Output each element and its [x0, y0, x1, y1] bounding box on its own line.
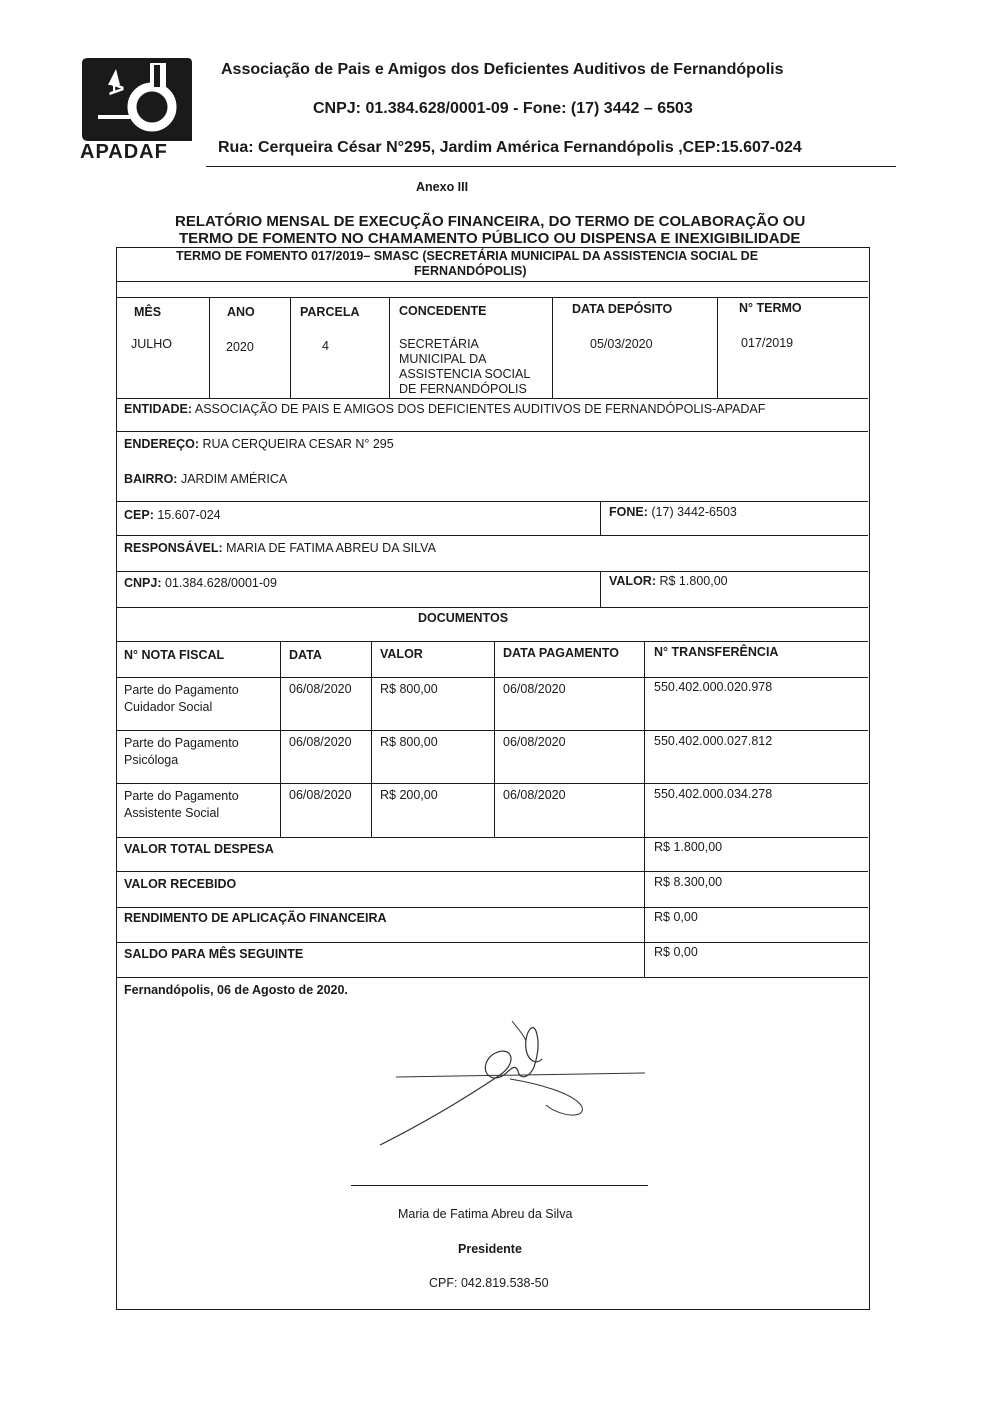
- row-divider: [116, 783, 868, 784]
- bairro-label: BAIRRO:: [124, 472, 178, 486]
- rendimento-value: R$ 0,00: [654, 910, 698, 924]
- org-address: Rua: Cerqueira César N°295, Jardim América Fernandópolis ,CEP:15.607-024: [218, 139, 802, 156]
- doc-nota-line: Cuidador Social: [124, 700, 213, 714]
- row-divider: [116, 281, 868, 282]
- fone-field: [609, 505, 737, 519]
- header-parcela: PARCELA: [300, 305, 360, 319]
- col-divider: [371, 641, 372, 837]
- doc-nota-line: Parte do Pagamento: [124, 789, 239, 803]
- doc-valor: R$ 200,00: [380, 788, 438, 802]
- value-concedente: [399, 336, 530, 398]
- fone-label: FONE:: [609, 505, 648, 519]
- value-mes: JULHO: [131, 337, 172, 351]
- header-mes: MÊS: [134, 305, 162, 319]
- value-n-termo: 017/2019: [741, 336, 794, 350]
- row-divider: [116, 837, 868, 838]
- doc-header-valor: VALOR: [380, 647, 423, 661]
- doc-valor: R$ 800,00: [380, 735, 438, 749]
- rendimento-label: RENDIMENTO DE APLICAÇÃO FINANCEIRA: [124, 911, 387, 925]
- col-divider: [494, 641, 495, 837]
- col-divider: [600, 501, 601, 535]
- saldo-label: SALDO PARA MÊS SEGUINTE: [124, 947, 304, 961]
- endereco-value: RUA CERQUEIRA CESAR N° 295: [202, 437, 394, 451]
- col-divider: [290, 297, 291, 398]
- entidade-value: ASSOCIAÇÃO DE PAIS E AMIGOS DOS DEFICIENTES AUDITIVOS DE FERNANDÓPOLIS-APADAF: [194, 402, 766, 416]
- row-divider: [116, 431, 868, 432]
- doc-nota-line: Parte do Pagamento: [124, 683, 239, 697]
- fone-value: (17) 3442-6503: [651, 505, 737, 519]
- responsavel-label: RESPONSÁVEL:: [124, 541, 223, 555]
- cnpj-value: 01.384.628/0001-09: [165, 576, 277, 590]
- termo-line1: TERMO DE FOMENTO 017/2019– SMASC (SECRETÁRIA MUNICIPAL DA ASSISTENCIA SOCIAL DE: [176, 249, 759, 263]
- cnpj-field: [124, 576, 277, 590]
- row-divider: [116, 607, 868, 608]
- bairro-field: [124, 472, 287, 486]
- row-divider: [116, 535, 868, 536]
- col-divider: [389, 297, 390, 398]
- doc-transferencia: 550.402.000.034.278: [654, 787, 773, 801]
- col-divider: [209, 297, 210, 398]
- endereco-field: [124, 437, 394, 451]
- concedente-line: ASSISTENCIA SOCIAL: [399, 367, 531, 381]
- col-divider: [717, 297, 718, 398]
- row-divider: [116, 501, 868, 502]
- cep-field: [124, 508, 221, 522]
- row-divider: [116, 907, 868, 908]
- doc-data-pagamento: 06/08/2020: [503, 735, 566, 749]
- apadaf-logo: [78, 55, 194, 165]
- doc-nota: [124, 682, 239, 716]
- valor-recebido-label: VALOR RECEBIDO: [124, 877, 237, 891]
- valor-recebido-value: R$ 8.300,00: [654, 875, 723, 889]
- responsavel-field: [124, 541, 436, 555]
- row-divider: [116, 398, 868, 399]
- documents-title: DOCUMENTOS: [418, 611, 509, 625]
- handwritten-signature: [360, 1015, 660, 1165]
- annex-label: Anexo III: [416, 180, 469, 194]
- doc-header-transferencia: N° TRANSFERÊNCIA: [654, 645, 779, 659]
- total-despesa-value: R$ 1.800,00: [654, 840, 723, 854]
- concedente-line: SECRETÁRIA: [399, 337, 479, 351]
- doc-nota: [124, 735, 239, 769]
- valor-field: [609, 574, 728, 588]
- value-parcela: 4: [322, 339, 329, 353]
- report-title-line2: TERMO DE FOMENTO NO CHAMAMENTO PÚBLICO OU DISPENSA E INEXIGIBILIDADE: [179, 230, 801, 247]
- cep-label: CEP:: [124, 508, 154, 522]
- col-divider: [600, 571, 601, 607]
- row-divider: [116, 871, 868, 872]
- valor-value: R$ 1.800,00: [659, 574, 728, 588]
- valor-label: VALOR:: [609, 574, 656, 588]
- concedente-line: DE FERNANDÓPOLIS: [399, 382, 527, 396]
- doc-valor: R$ 800,00: [380, 682, 438, 696]
- total-despesa-label: VALOR TOTAL DESPESA: [124, 842, 274, 856]
- doc-nota-line: Assistente Social: [124, 806, 220, 820]
- doc-transferencia: 550.402.000.020.978: [654, 680, 773, 694]
- value-data-deposito: 05/03/2020: [590, 337, 653, 351]
- concedente-line: MUNICIPAL DA: [399, 352, 487, 366]
- col-divider: [280, 641, 281, 837]
- signer-name: Maria de Fatima Abreu da Silva: [398, 1207, 573, 1221]
- doc-data: 06/08/2020: [289, 735, 352, 749]
- org-cnpj-phone: CNPJ: 01.384.628/0001-09 - Fone: (17) 3442 – 6503: [313, 100, 693, 117]
- header-divider: [206, 166, 896, 167]
- doc-data: 06/08/2020: [289, 682, 352, 696]
- responsavel-value: MARIA DE FATIMA ABREU DA SILVA: [226, 541, 436, 555]
- value-ano: 2020: [226, 340, 254, 354]
- entidade-label: ENTIDADE:: [124, 402, 193, 416]
- col-divider: [644, 641, 645, 977]
- doc-data-pagamento: 06/08/2020: [503, 682, 566, 696]
- row-divider: [116, 977, 868, 978]
- doc-header-data-pagamento: DATA PAGAMENTO: [503, 646, 619, 660]
- endereco-label: ENDEREÇO:: [124, 437, 200, 451]
- row-divider: [116, 942, 868, 943]
- signature-line: [351, 1185, 648, 1186]
- cep-value: 15.607-024: [157, 508, 221, 522]
- doc-nota-line: Parte do Pagamento: [124, 736, 239, 750]
- header-n-termo: N° TERMO: [739, 301, 802, 315]
- report-title-line1: RELATÓRIO MENSAL DE EXECUÇÃO FINANCEIRA, DO TERMO DE COLABORAÇÃO OU: [175, 213, 806, 230]
- doc-header-data: DATA: [289, 648, 322, 662]
- termo-line2: FERNANDÓPOLIS): [414, 264, 527, 278]
- place-date: Fernandópolis, 06 de Agosto de 2020.: [124, 983, 348, 997]
- col-divider: [552, 297, 553, 398]
- doc-header-nota: N° NOTA FISCAL: [124, 648, 225, 662]
- row-divider: [116, 297, 868, 298]
- signer-role: Presidente: [458, 1242, 522, 1256]
- doc-data: 06/08/2020: [289, 788, 352, 802]
- logo-text: APADAF: [80, 141, 168, 163]
- header-data-deposito: DATA DEPÓSITO: [572, 302, 673, 316]
- header-ano: ANO: [227, 305, 255, 319]
- bairro-value: JARDIM AMÉRICA: [180, 472, 288, 486]
- header-concedente: CONCEDENTE: [399, 304, 487, 318]
- entidade-field: [124, 402, 765, 416]
- doc-data-pagamento: 06/08/2020: [503, 788, 566, 802]
- saldo-value: R$ 0,00: [654, 945, 698, 959]
- logo-letter: A: [104, 81, 127, 96]
- doc-transferencia: 550.402.000.027.812: [654, 734, 773, 748]
- row-divider: [116, 571, 868, 572]
- doc-nota-line: Psicóloga: [124, 753, 179, 767]
- row-divider: [116, 677, 868, 678]
- row-divider: [116, 641, 868, 642]
- org-name: Associação de Pais e Amigos dos Deficientes Auditivos de Fernandópolis: [221, 61, 784, 78]
- cnpj-label: CNPJ:: [124, 576, 162, 590]
- row-divider: [116, 730, 868, 731]
- doc-nota: [124, 788, 239, 822]
- signer-cpf: CPF: 042.819.538-50: [429, 1276, 549, 1290]
